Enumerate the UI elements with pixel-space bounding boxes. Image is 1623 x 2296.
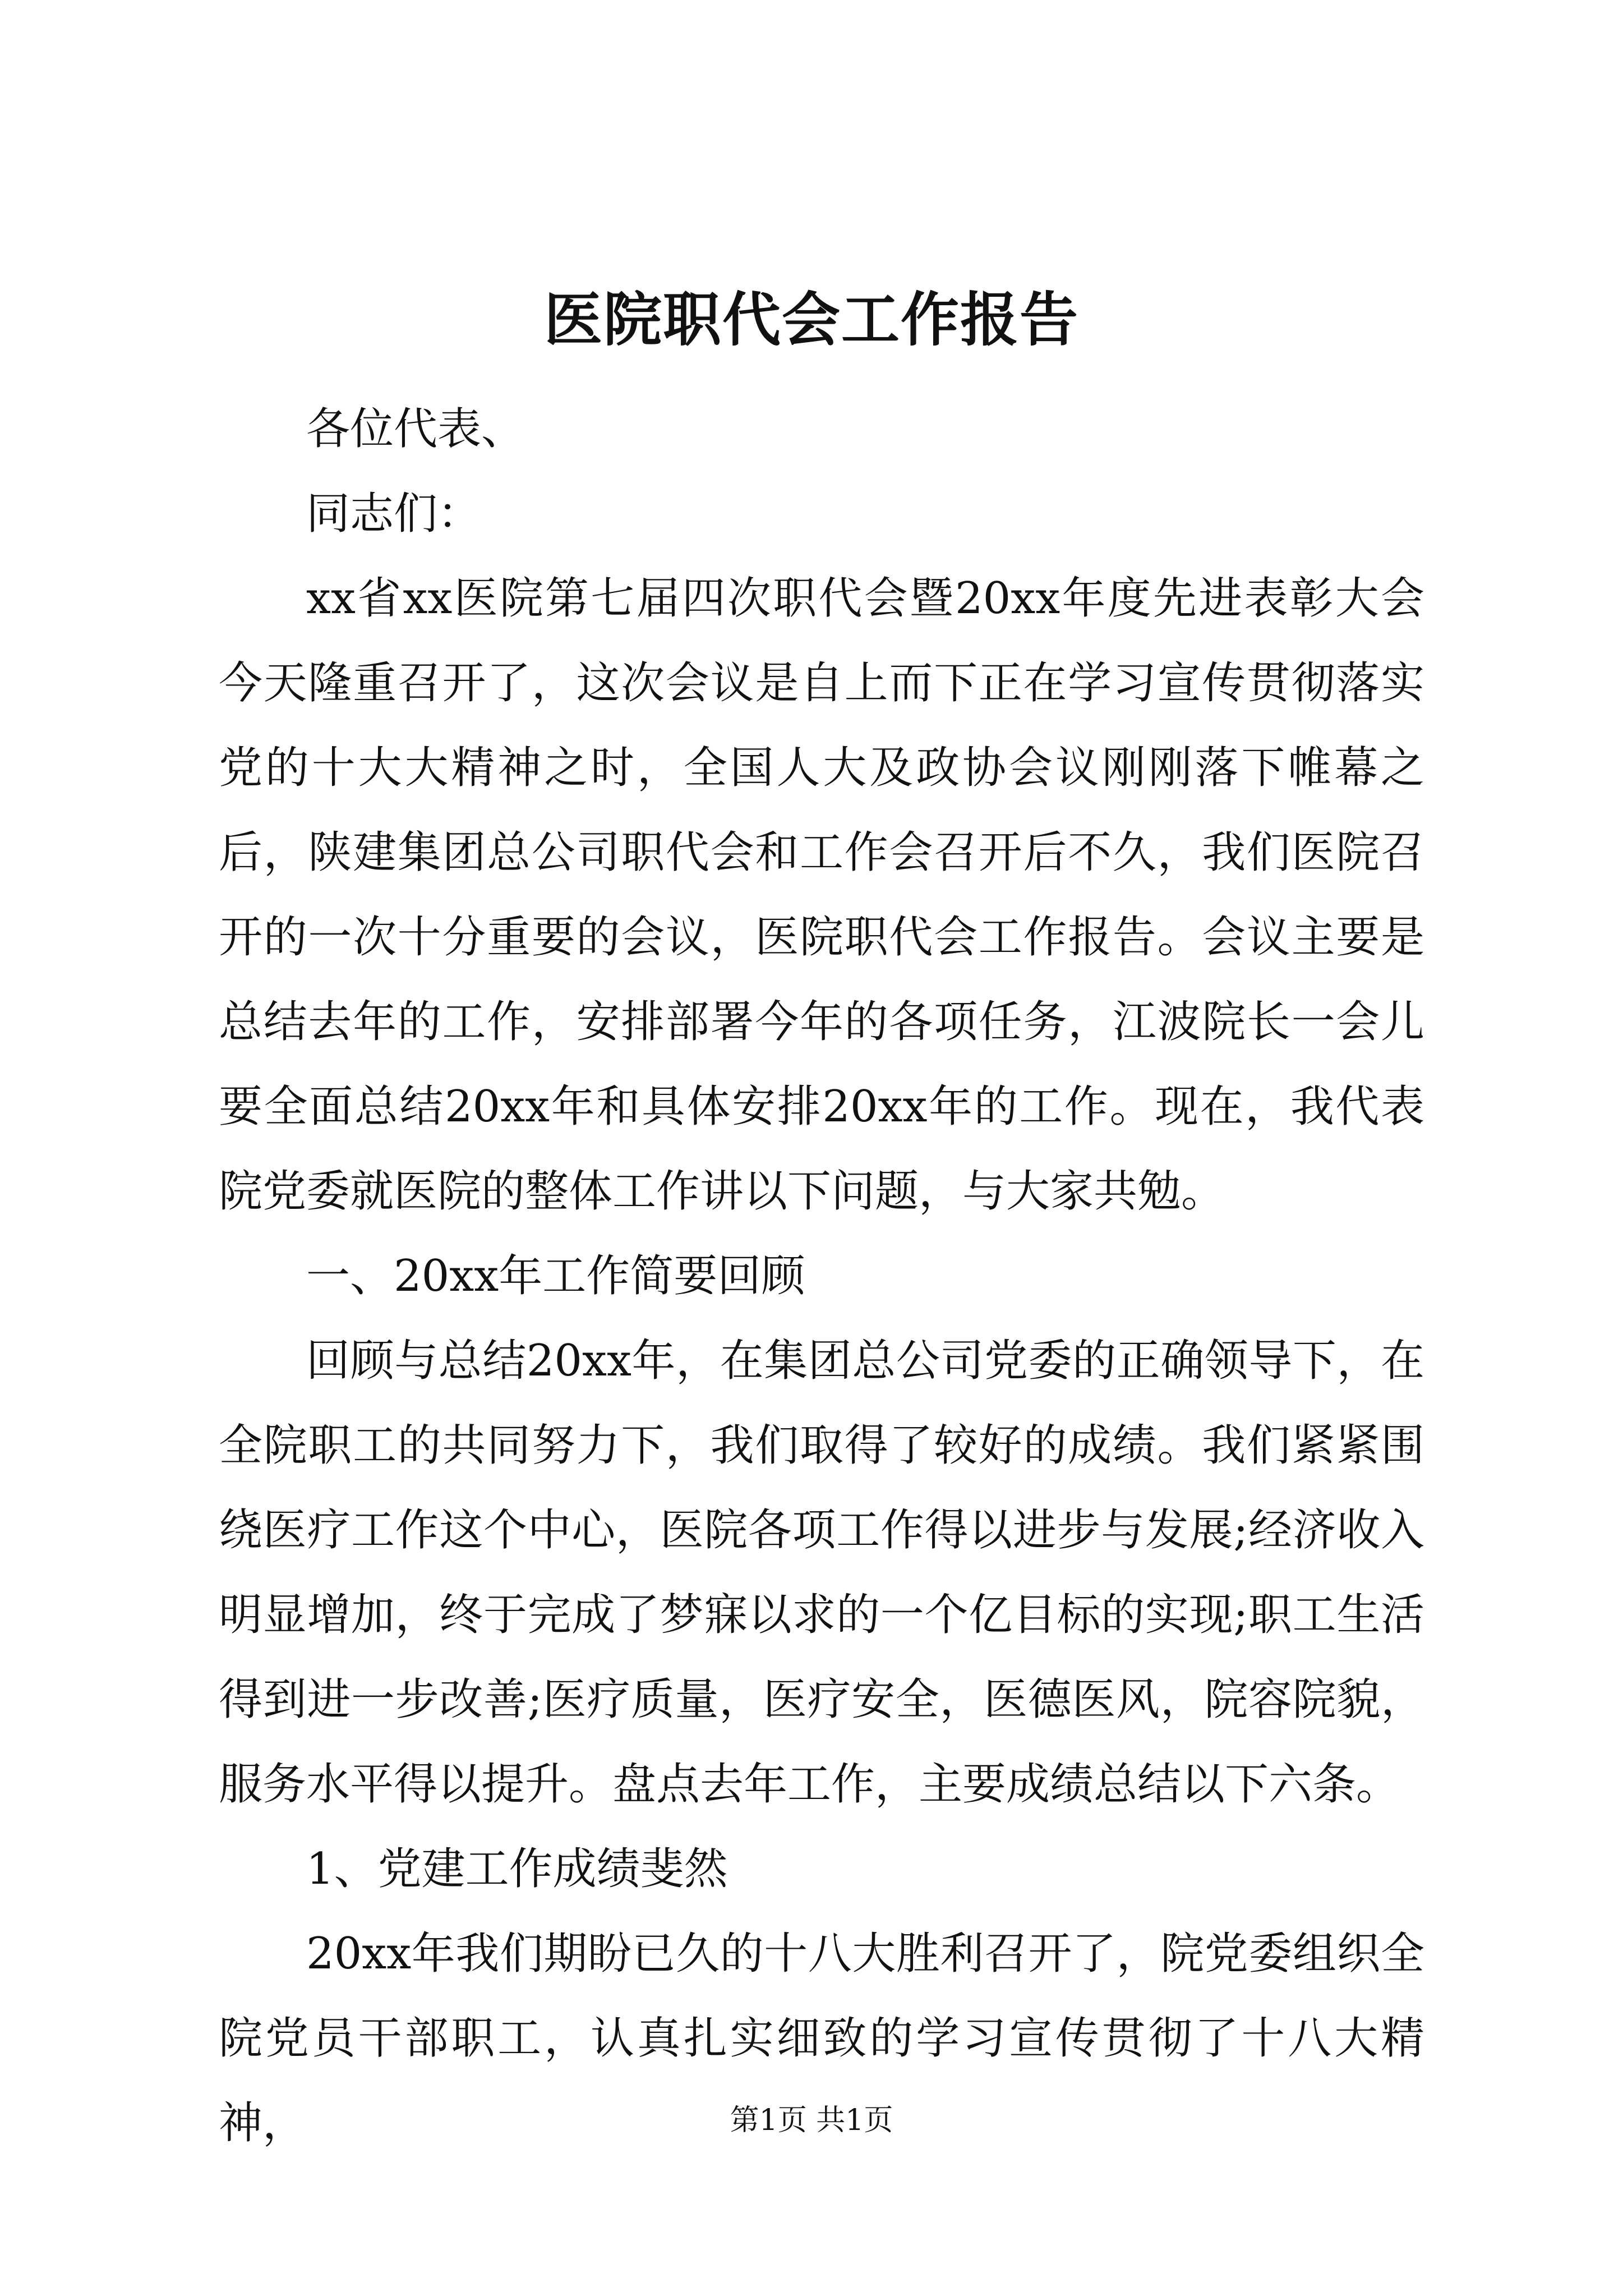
page-footer: 第1页 共1页	[730, 2104, 893, 2137]
subsection-heading-party-building: 1、党建工作成绩斐然	[306, 1844, 728, 1894]
salutation-line-2: 同志们：	[306, 489, 482, 539]
salutation-line-1: 各位代表、	[306, 404, 525, 454]
section-heading-review: 一、20xx年工作简要回顾	[306, 1251, 805, 1301]
intro-paragraph: xx省xx医院第七届四次职代会暨20xx年度先进表彰大会今天隆重召开了，这次会议是自上而下正在学习宣传贯彻落实党的十大大精神之时，全国人大及政协会议刚刚落下帷幕之后，陕建集团总公司职代会和工作会召开后不久，我们医院召开的一次十分重要的会议，医院职代会工作报告。会议主要是总结去年的工作，安排部署今年的各项任务，江波院长一会儿要全面总结20xx年和具体安排20xx年的工作。现在，我代表院党委就医院的整体工作讲以下问题，与大家共勉。	[219, 573, 1424, 1217]
document-title: 医院职代会工作报告	[543, 285, 1079, 354]
party-building-paragraph: 20xx年我们期盼已久的十八大胜利召开了，院党委组织全院党员干部职工，认真扎实细致的学习宣传贯彻了十八大精神，	[219, 1929, 1424, 2148]
document-body	[219, 387, 1424, 2166]
review-paragraph: 回顾与总结20xx年，在集团总公司党委的正确领导下，在全院职工的共同努力下，我们取得了较好的成绩。我们紧紧围绕医疗工作这个中心，医院各项工作得以进步与发展;经济收入明显增加，终于完成了梦寐以求的一个亿目标的实现;职工生活得到进一步改善;医疗质量，医疗安全，医德医风，院容院貌，服务水平得以提升。盘点去年工作，主要成绩总结以下六条。	[219, 1336, 1424, 1810]
